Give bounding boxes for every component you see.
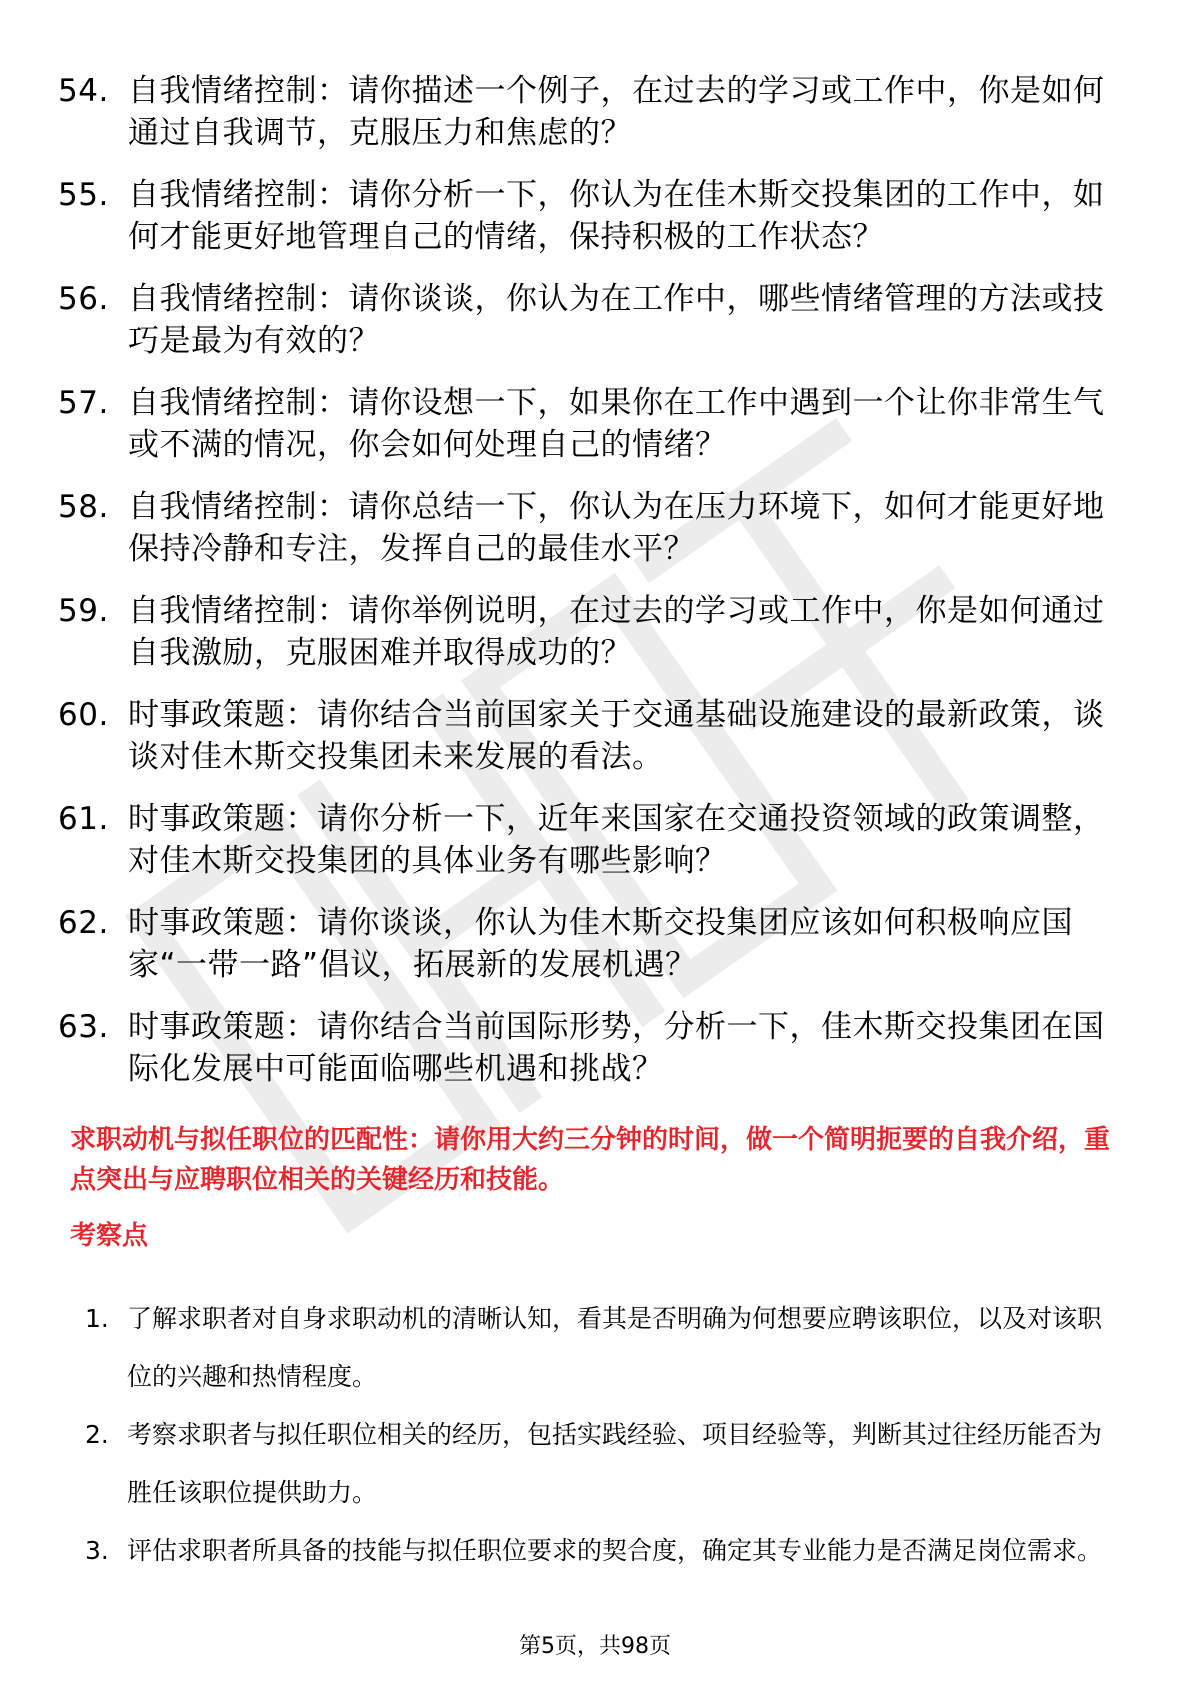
point-number: 2.	[85, 1420, 109, 1449]
question-number: 54.	[58, 73, 109, 109]
question-text: 自我情绪控制：请你描述一个例子，在过去的学习或工作中，你是如何通过自我调节，克服压力和焦虑的？	[128, 73, 1105, 151]
question-text: 时事政策题：请你分析一下，近年来国家在交通投资领域的政策调整，对佳木斯交投集团的具体业务有哪些影响？	[128, 801, 1105, 879]
question-text: 自我情绪控制：请你举例说明，在过去的学习或工作中，你是如何通过自我激励，克服困难并取得成功的？	[128, 593, 1105, 671]
question-text: 时事政策题：请你结合当前国际形势，分析一下，佳木斯交投集团在国际化发展中可能面临哪些机遇和挑战？	[128, 1009, 1105, 1087]
question-text: 自我情绪控制：请你总结一下，你认为在压力环境下，如何才能更好地保持冷静和专注，发挥自己的最佳水平？	[128, 489, 1105, 567]
question-item	[58, 278, 1118, 362]
question-item	[58, 1006, 1118, 1090]
question-number: 62.	[58, 905, 109, 941]
question-list	[58, 70, 1118, 1110]
question-item	[58, 486, 1118, 570]
question-item	[58, 694, 1118, 778]
question-text: 时事政策题：请你结合当前国家关于交通基础设施建设的最新政策，谈谈对佳木斯交投集团未来发展的看法。	[128, 697, 1105, 775]
question-text: 自我情绪控制：请你分析一下，你认为在佳木斯交投集团的工作中，如何才能更好地管理自己的情绪，保持积极的工作状态？	[128, 177, 1105, 255]
question-number: 63.	[58, 1009, 109, 1045]
question-item	[58, 590, 1118, 674]
section-title: 考察点	[70, 1221, 149, 1251]
question-number: 60.	[58, 697, 109, 733]
point-number: 1.	[85, 1304, 109, 1333]
question-number: 56.	[58, 281, 109, 317]
question-number: 58.	[58, 489, 109, 525]
question-number: 59.	[58, 593, 109, 629]
question-number: 55.	[58, 177, 109, 213]
question-text: 时事政策题：请你谈谈，你认为佳木斯交投集团应该如何积极响应国家“一带一路”倡议，拓展新的发展机遇？	[128, 905, 1073, 983]
question-item	[58, 382, 1118, 466]
assessment-points	[85, 1290, 1120, 1580]
assessment-point	[85, 1406, 1120, 1522]
question-number: 57.	[58, 385, 109, 421]
point-number: 3.	[85, 1536, 109, 1565]
question-item	[58, 174, 1118, 258]
assessment-point	[85, 1522, 1120, 1580]
point-text: 评估求职者所具备的技能与拟任职位要求的契合度，确定其专业能力是否满足岗位需求。	[127, 1536, 1103, 1565]
question-item	[58, 902, 1118, 986]
page-footer: 第5页，共98页	[519, 1634, 671, 1659]
point-text: 了解求职者对自身求职动机的清晰认知，看其是否明确为何想要应聘该职位，以及对该职位的兴趣和热情程度。	[127, 1304, 1103, 1391]
assessment-point	[85, 1290, 1120, 1406]
question-text: 自我情绪控制：请你设想一下，如果你在工作中遇到一个让你非常生气或不满的情况，你会如何处理自己的情绪？	[128, 385, 1105, 463]
highlight-question: 求职动机与拟任职位的匹配性：请你用大约三分钟的时间，做一个简明扼要的自我介绍，重点突出与应聘职位相关的关键经历和技能。	[70, 1125, 1111, 1195]
point-text: 考察求职者与拟任职位相关的经历，包括实践经验、项目经验等，判断其过往经历能否为胜任该职位提供助力。	[127, 1420, 1103, 1507]
question-item	[58, 798, 1118, 882]
question-text: 自我情绪控制：请你谈谈，你认为在工作中，哪些情绪管理的方法或技巧是最为有效的？	[128, 281, 1105, 359]
question-number: 61.	[58, 801, 109, 837]
question-item	[58, 70, 1118, 154]
